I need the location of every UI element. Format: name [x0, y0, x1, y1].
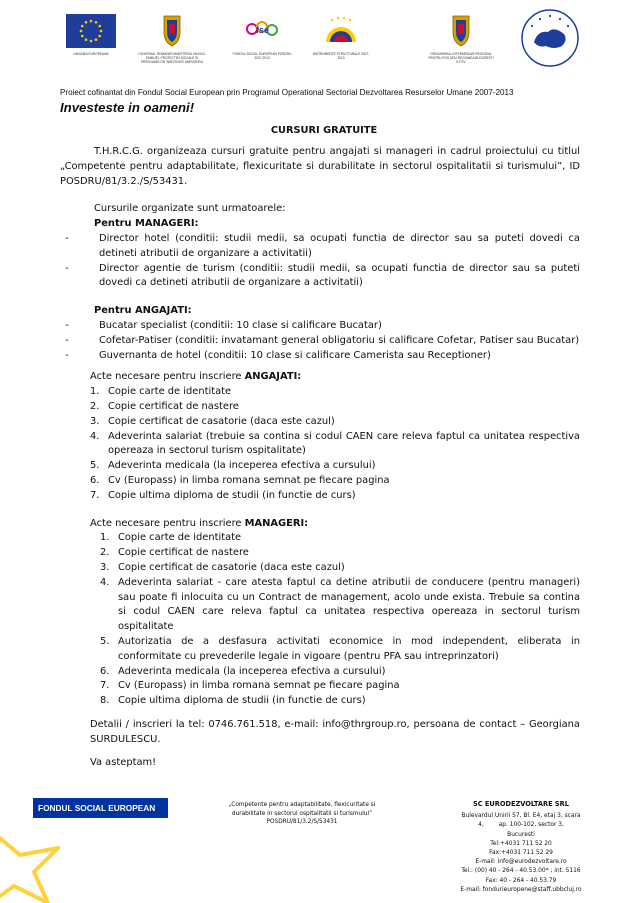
footer-project-title: „Competente pentru adaptabilitate, flexicuritate si durabilitate in sectorul ospitalitatii si turismului” POSDRU/81/3.2/S/53431	[228, 802, 376, 826]
project-cofinancing-line: Proiect cofinantat din Fondul Social European prin Programul Operational Sectorial Dezvoltarea Resurselor Umane 2007-2013	[60, 88, 514, 97]
managers-heading: Pentru MANAGERI:	[94, 218, 199, 230]
list-item: 4. Adeverinta salariat (trebuie sa contina si codul CAEN care releva faptul ca unitatea respectiva opereaza in sectorul turism ospitalitate)	[90, 430, 580, 457]
fse-icon	[230, 14, 294, 48]
eu-flag-logo: UNIUNEA EUROPEANA	[66, 14, 116, 56]
regional-arms-icon	[424, 14, 498, 48]
managers-courses-list	[60, 232, 580, 291]
eurodezvoltare-icon	[520, 8, 580, 68]
list-item: 2. Copie certificat de nastere	[90, 400, 239, 412]
eu-flag-icon	[66, 14, 116, 48]
list-item: 2. Copie certificat de nastere	[100, 547, 249, 559]
slogan: Investeste in oameni!	[60, 100, 195, 115]
list-item: 4. Adeverinta salariat - care atesta faptul ca detine atributii de conducere (pentru manageri) sau poate fi inlocuita cu un Contract de management, acolo unde exista. Trebuie sa contina si codul CAEN care releva faptul ca unitatea respectiva opereaza in sectorul turism ospitalitate	[100, 576, 580, 633]
header-logos	[60, 14, 590, 74]
coat-of-arms-icon	[138, 14, 206, 48]
list-item: 5. Adeverinta medicala (la inceperea efectiva a cursului)	[90, 460, 376, 472]
list-item: 3. Copie certificat de casatorie (daca este cazul)	[90, 415, 335, 427]
list-item: - Director hotel (conditii: studii medii, sa ocupati functia de director sau sa puteti dovedi ca detineti atributii de organizare a activitatii)	[65, 232, 580, 259]
list-item: - Director agentie de turism (conditii: studii medii, sa ocupati functia de director sau sa puteti dovedi ca detineti atributii de organizare a activitatii)	[65, 262, 580, 289]
list-item: 3. Copie certificat de casatorie (daca este cazul)	[100, 561, 345, 573]
ministry-labour-logo: GUVERNUL ROMANIEI MINISTERUL MUNCII, FAMILIEI, PROTECTIEI SOCIALE SI PERSOANELOR VARSTNICE AMPOSDRU	[138, 14, 206, 64]
footer-company-info: SC EURODEZVOLTARE SRL Bulevardul Unirii 57, Bl. E4, etaj 3, scara 4, ap. 100-102, sector 3, Bucuresti Tel:+4031 711 52 20 Fax:+4031 711 52 29 E-mail: info@eurodezvoltare.ro Tel.: (00) 40 - 264 - 40.53.00* ; int. 5116 Fax: 40 - 264 - 40.53.79 E-mail: fondurieuropene@staff.ubbcluj.ro	[446, 800, 596, 895]
managers-docs-list	[60, 531, 580, 709]
employees-courses-list	[60, 319, 580, 363]
list-item: 5. Autorizatia de a desfasura activitati economice in mod independent, eliberata in conformitate cu prevederile legale in vigoare (pentru PFA sau intreprinzatori)	[100, 635, 580, 662]
employees-docs-list	[60, 385, 580, 503]
intro-paragraph: T.H.R.C.G. organizeaza cursuri gratuite pentru angajati si manageri in cadrul proiectului cu titlul „Competente pentru adaptabilitate, flexicuritate si durabilitate in sectorul ospitalitatii si turismului”, ID POSDRU/81/3.2./S/53431.	[60, 146, 580, 187]
closing-line: Va asteptam!	[90, 757, 157, 769]
structural-instruments-logo: INSTRUMENTE STRUCTURALE 2007-2013	[310, 14, 372, 60]
svg-text:fse: fse	[256, 25, 270, 35]
footer-fund-label: FONDUL SOCIAL EUROPEAN	[33, 798, 168, 818]
company-name: SC EURODEZVOLTARE SRL	[473, 800, 569, 808]
list-item: 1. Copie carte de identitate	[90, 386, 232, 398]
fse-logo: fse FONDUL SOCIAL EUROPEAN POSDRU 2007-2013	[230, 14, 294, 60]
contact-details: Detalii / inscrieri la tel: 0746.761.518, e-mail: info@thrgroup.ro, persoana de contact – Georgiana SURDULESCU.	[90, 718, 580, 745]
star-icon	[0, 820, 100, 903]
list-item: - Cofetar-Patiser (conditii: invatamant general obligatoriu si calificare Cofetar, Patiser sau Bucatar)	[65, 334, 580, 346]
page-title: CURSURI GRATUITE	[270, 125, 378, 136]
list-item: - Bucatar specialist (conditii: 10 clase si calificare Bucatar)	[65, 319, 382, 331]
document-body	[60, 145, 580, 771]
eurodezvoltare-logo	[520, 8, 580, 72]
list-item: 7. Cv (Europass) in limba romana semnat pe fiecare pagina	[100, 680, 400, 692]
list-item: - Guvernanta de hotel (conditii: 10 clase si calificare Camerista sau Receptioner)	[65, 349, 491, 361]
structural-instruments-icon	[310, 14, 372, 48]
employees-docs-heading: Acte necesare pentru inscriere ANGAJATI:	[90, 371, 302, 383]
courses-intro: Cursurile organizate sunt urmatoarele:	[94, 203, 286, 215]
list-item: 6. Adeverinta medicala (la inceperea efectiva a cursului)	[100, 665, 386, 677]
list-item: 1. Copie carte de identitate	[100, 532, 242, 544]
managers-docs-heading: Acte necesare pentru inscriere MANAGERI:	[90, 517, 309, 529]
employees-heading: Pentru ANGAJATI:	[94, 305, 192, 317]
list-item: 6. Cv (Europass) in limba romana semnat pe fiecare pagina	[90, 474, 390, 486]
list-item: 7. Copie ultima diploma de studii (in functie de curs)	[90, 489, 356, 501]
list-item: 8. Copie ultima diploma de studii (in functie de curs)	[100, 695, 366, 707]
oirposdru-logo: ORGANISMUL INTERMEDIAR REGIONAL PENTRU POS DRU REGIUNEA BUCURESTI ILFOV	[424, 14, 498, 64]
